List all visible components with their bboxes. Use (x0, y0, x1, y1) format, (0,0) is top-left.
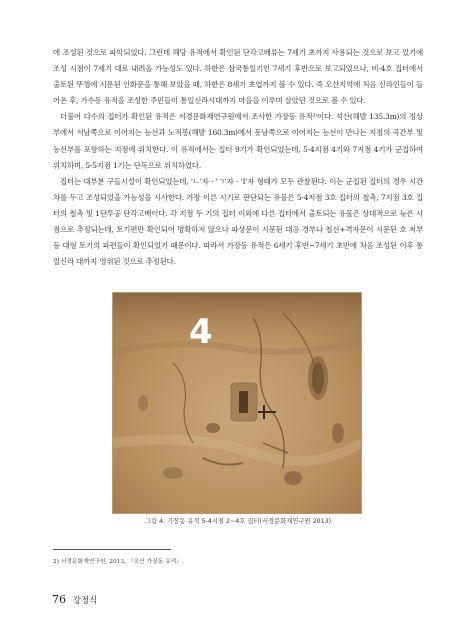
figure-caption: 그림 4. 가장동 유적 5-4지점 2~4호 집터(서경문화재연구원 2013) (144, 518, 332, 525)
paragraph-3: 집터는 대부분 구들시설이 확인되었는데, 'ㄴ'자 · 'ㄱ'자 · 'I'자 형태가 모두 관찰된다. 이는 군집된 집터의 경우 시간차를 두고 조성되었을 가능성을 시사한다. 가장 이른 시기로 판단되는 유물은 5-4지점 3호 집터의 철촉, 7지점 3호 집터의 철촉 및 1단투공 단각고배이다. 각 지점 두 기의 집터 이외에 다른 집터에서 출토되는 유물은 상대적으로 늦은 시점으로 추정되는데, 토기편만 확인되어 명확하지 않으나 파상문이 시문된 대응 경부나 철선+격자문이 시문된 호 저부 등 대형 토기의 파편들이 확인되었기 때문이다. 따라서 가장동 유적은 6세기 후반~7세기 초반에 처음 조성된 이후 통일신라 대까지 영위된 것으로 추정된다. (53, 176, 423, 267)
section-title: 강정식 (72, 596, 98, 606)
paragraph-1: 에 조성된 것으로 파악되었다. 그런데 해당 유적에서 확인된 단각고배류는 7세기 초까지 사용되는 것으로 보고 있기에 조성 시점이 7세기 대로 내려올 가능성도 있다. 하한은 삼국통일기인 7세기 후반으로 보고되었으나, 비-4호 집터에서 출토된 뚜껑에 시문된 인화문을 통해 보았을 때, 하한은 8세기 초엽까지 볼 수 있다. 즉 오산지역에 처음 신라인들이 들어온 후, 가수동 유적을 조성한 주민들이 통일신라시대까지 마을을 이루며 살았던 것으로 볼 수 있다. (53, 48, 423, 106)
paragraph-2: 더불어 다수의 집터가 확인된 유적은 서경문화재연구원에서 조사한 가장동 유적²⁾이다. 석산(해발 135.3m)의 정상부에서 서남쪽으로 이어지는 능선과 노적봉(해발 160.3m)에서 동남쪽으로 이어지는 능선이 만나는 지점의 곡간부 및 능선부를 포함하는 지점에 위치한다. 이 유적에서는 집터 9기가 확인되었는데, 5-4지점 4기와 7지점 4기가 군집하여 위치하며, 5-5지점 1기는 단독으로 위치하였다. (53, 112, 423, 170)
footnote: 2) 서경문화재연구원, 2013, 『오산 가장동 유적』. (53, 559, 185, 565)
footnote-divider (53, 549, 171, 550)
page-footer (52, 593, 97, 606)
pit-number-label: 4 (189, 312, 213, 352)
page-number: 76 (52, 593, 66, 606)
body-text (53, 45, 423, 270)
excavation-photo (112, 292, 362, 514)
